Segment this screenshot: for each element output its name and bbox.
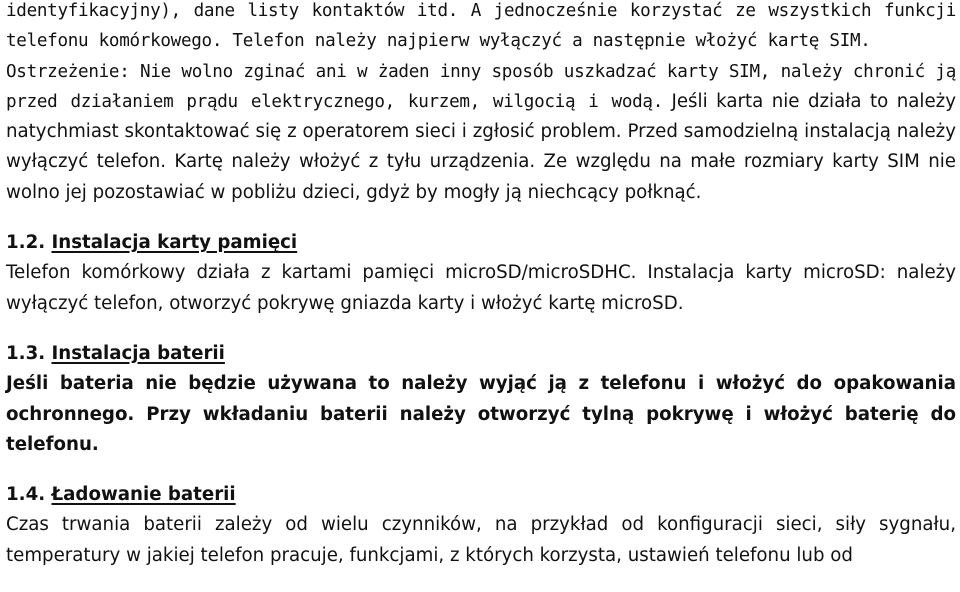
section-heading-memory-card: [6, 228, 956, 258]
battery-charging-paragraph: Czas trwania baterii zależy od wielu czynników, na przykład od konfiguracji sieci, siły sygnału, temperatury w jakiej telefon pracuje, funkcjami, z których korzysta, ustawień telefonu lub od: [6, 514, 956, 566]
section-title: Ładowanie baterii: [51, 484, 236, 506]
section-heading-battery-charging: [6, 480, 956, 510]
intro-paragraph: identyfikacyjny), dane listy kontaktów itd. A jednocześnie korzystać ze wszystkich funkcji telefonu komórkowego. Telefon należy najpierw wyłączyć a następnie włożyć kartę SIM.: [6, 1, 956, 52]
warning-continued-text: Jeśli karta nie działa to należy natychmiast skontaktować się z operatorem sieci i zgłosić problem. Przed samodzielną instalacją należy wyłączyć telefon. Kartę należy włożyć z tyłu urządzenia. Ze względu na małe rozmiary karty SIM nie wolno jej pozostawiać w pobliżu dzieci, gdyż by mogły ją niechcący połknąć.: [6, 90, 956, 203]
section-heading-battery-install: [6, 339, 956, 369]
section-title: Instalacja baterii: [51, 342, 225, 364]
memory-card-paragraph: Telefon komórkowy działa z kartami pamięci microSD/microSDHC. Instalacja karty microSD: należy wyłączyć telefon, otworzyć pokrywę gniazda karty i włożyć kartę microSD.: [6, 262, 956, 314]
warning-text: Ostrzeżenie: Nie wolno zginać ani w żaden inny sposób uszkadzać karty SIM, należy chronić ją przed działaniem prądu elektrycznego, kurzem, wilgocią i wodą.: [6, 61, 956, 112]
section-number: 1.3.: [6, 342, 46, 364]
section-title: Instalacja karty pamięci: [51, 232, 298, 254]
section-number: 1.2.: [6, 232, 46, 254]
document-page: [6, 0, 956, 571]
section-number: 1.4.: [6, 484, 46, 506]
battery-install-paragraph: Jeśli bateria nie będzie używana to należy wyjąć ją z telefonu i włożyć do opakowania ochronnego. Przy wkładaniu baterii należy otworzyć tylną pokrywę i włożyć baterię do telefonu.: [6, 373, 956, 455]
warning-paragraph: [6, 57, 956, 208]
